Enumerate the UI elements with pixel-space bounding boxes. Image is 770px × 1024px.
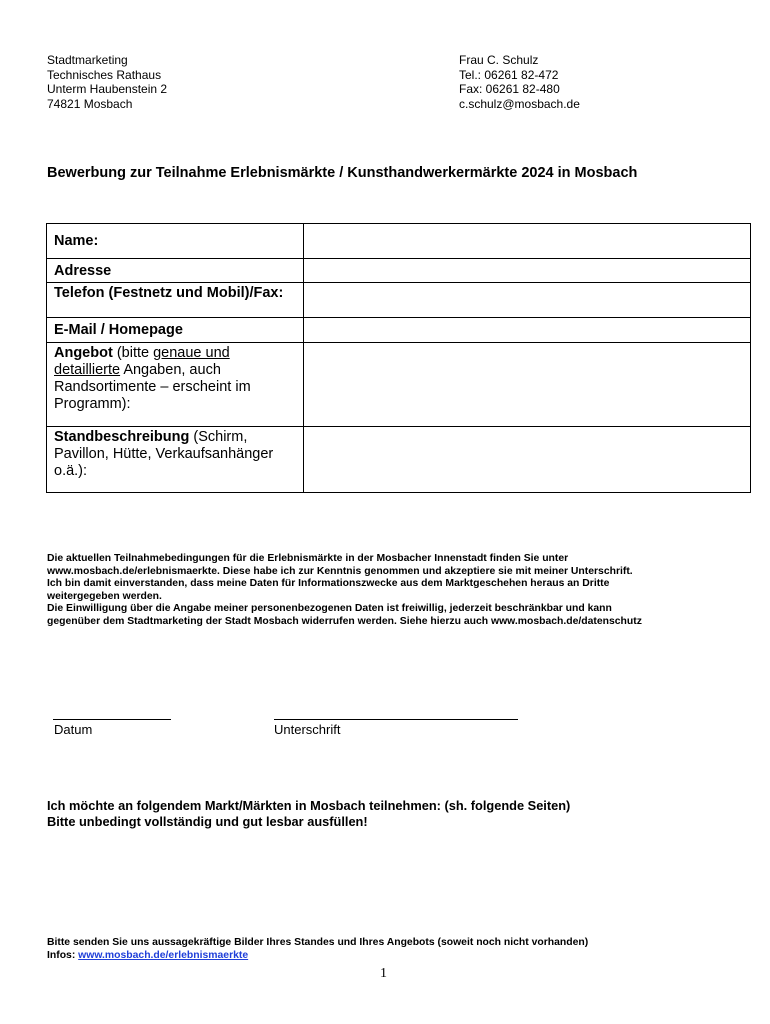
form-row-phone: [47, 283, 751, 318]
stand-label-bold: Standbeschreibung: [54, 429, 190, 445]
form-label-email: [47, 318, 304, 343]
terms-line: gegenüber dem Stadtmarketing der Stadt Mosbach widerrufen werden. Siehe hierzu auch www.mosbach.de/datenschutz: [47, 615, 642, 627]
participation-terms: [47, 553, 737, 629]
footer-infos-label: Infos:: [47, 950, 79, 961]
offer-label-underlined: detaillierte: [54, 362, 121, 378]
form-label-phone: [47, 283, 304, 318]
form-label-name: [47, 224, 304, 259]
offer-label-bold: Angebot: [54, 345, 113, 361]
sender-address-line: Technisches Rathaus: [47, 67, 162, 82]
form-label-address: [47, 259, 304, 283]
form-field-email[interactable]: [304, 318, 751, 343]
terms-line: Die aktuellen Teilnahmebedingungen für die Erlebnismärkte in der Mosbacher Innenstadt finden Sie unter: [47, 553, 569, 564]
terms-line: Die Einwilligung über die Angabe meiner personenbezogenen Daten ist freiwillig, jederzeit beschränkbar und kann: [47, 603, 612, 615]
signature-label: Unterschrift: [274, 722, 341, 737]
contact-block: [459, 53, 580, 111]
sender-address: [47, 53, 167, 111]
footer-line: Bitte senden Sie uns aussagekräftige Bilder Ihres Standes und Ihres Angebots (soweit noch nicht vorhanden): [47, 937, 589, 948]
form-field-offer[interactable]: [304, 343, 751, 427]
form-row-email: [47, 318, 751, 343]
document-title: Bewerbung zur Teilnahme Erlebnismärkte / Kunsthandwerkermärkte 2024 in Mosbach: [47, 165, 638, 181]
participation-line: Bitte unbedingt vollständig und gut lesbar ausfüllen!: [47, 814, 368, 829]
footer-infos: [47, 949, 588, 962]
form-field-name[interactable]: [304, 224, 751, 259]
form-field-stand[interactable]: [304, 427, 751, 493]
terms-line: weitergegeben werden.: [47, 590, 162, 602]
participation-note: [47, 798, 570, 830]
sender-address-line: 74821 Mosbach: [47, 96, 133, 111]
application-form: [46, 223, 751, 493]
form-label-stand: [47, 427, 304, 493]
sender-address-line: Unterm Haubenstein 2: [47, 82, 168, 96]
erlebnismaerkte-link[interactable]: www.mosbach.de/erlebnismaerkte: [78, 950, 249, 961]
contact-fax: Fax: 06261 82-480: [459, 82, 560, 96]
form-row-address: [47, 259, 751, 283]
contact-phone: Tel.: 06261 82-472: [459, 67, 559, 82]
form-row-stand: [47, 427, 751, 493]
sender-address-line: Stadtmarketing: [47, 53, 128, 67]
form-field-phone[interactable]: [304, 283, 751, 318]
stand-label-text: (Schirm, Pavillon, Hütte, Verkaufsanhänger o.ä.):: [54, 429, 274, 479]
date-label: Datum: [54, 722, 93, 737]
email-label: E-Mail / Homepage: [54, 322, 183, 338]
offer-label-text: (bitte: [112, 345, 154, 361]
address-label: Adresse: [54, 263, 112, 279]
contact-email: c.schulz@mosbach.de: [459, 96, 580, 111]
phone-label: Telefon (Festnetz und Mobil)/Fax:: [54, 285, 284, 301]
form-label-offer: [47, 343, 304, 427]
form-row-name: [47, 224, 751, 259]
page-number: 1: [380, 966, 387, 981]
date-signature-line[interactable]: [53, 719, 171, 720]
participation-line: Ich möchte an folgendem Markt/Märkten in Mosbach teilnehmen: (sh. folgende Seiten): [47, 798, 571, 813]
form-row-offer: [47, 343, 751, 427]
terms-line: www.mosbach.de/erlebnismaerkte. Diese habe ich zur Kenntnis genommen und akzeptiere sie mit meiner Unterschrift.: [47, 565, 633, 577]
offer-label-underlined: genaue und: [153, 345, 230, 361]
form-field-address[interactable]: [304, 259, 751, 283]
offer-label-text: Angaben, auch Randsortimente – erscheint im Programm):: [54, 362, 251, 412]
terms-line: Ich bin damit einverstanden, dass meine Daten für Informationszwecke aus dem Marktgeschehen heraus an Dritte: [47, 578, 610, 590]
contact-name: Frau C. Schulz: [459, 53, 539, 67]
signature-line[interactable]: [274, 719, 518, 720]
footer-note: [47, 936, 588, 962]
name-label: Name:: [54, 233, 99, 249]
